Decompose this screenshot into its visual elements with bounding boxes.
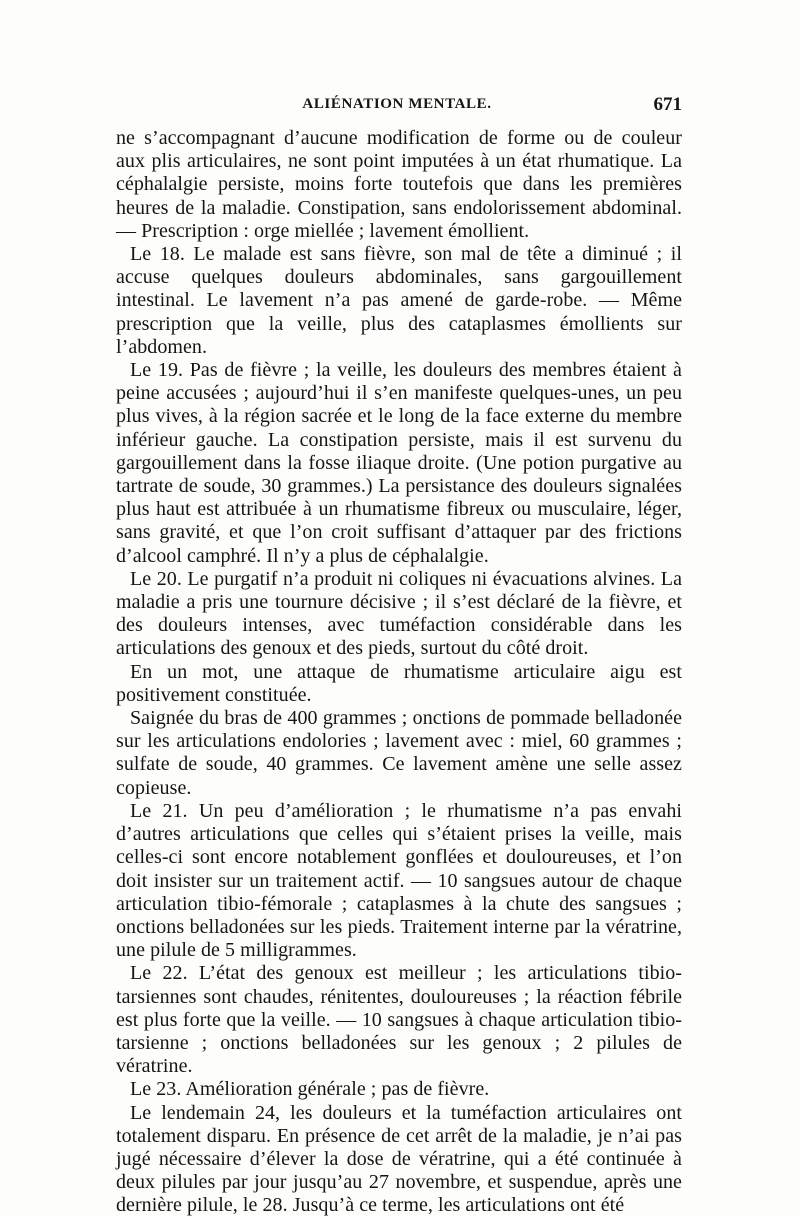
paragraph-day-18: Le 18. Le malade est sans fièvre, son mal de tête a diminué ; il accuse quelques douleurs abdominales, sans gargouillement intestinal. Le lavement n’a pas amené de garde-robe. — Même prescription que la veille, plus des cataplasmes émollients sur l’abdomen. [116,243,682,358]
running-title: ALIÉNATION MENTALE. [302,96,492,112]
paragraph-day-22: Le 22. L’état des genoux est meilleur ; les articulations tibio-tarsiennes sont chaudes, rénitentes, douloureuses ; la réaction fébrile est plus forte que la veille. — 10 sangsues à chaque articulation tibio-tarsienne ; onctions belladonées sur les genoux ; 2 pilules de vératrine. [116,962,682,1078]
running-head [112,96,682,122]
paragraph-day-24: Le lendemain 24, les douleurs et la tuméfaction articulaires ont totalement disparu. En présence de cet arrêt de la maladie, je n’ai pas jugé nécessaire d’élever la dose de vératrine, qui a été continuée à deux pilules par jour jusqu’au 27 novembre, et suspendue, après une dernière pilule, le 28. Jusqu’à ce terme, les articulations ont été [116,1101,682,1217]
body-text [116,127,682,1218]
page-number: 671 [653,94,682,115]
paragraph-day-19: Le 19. Pas de fièvre ; la veille, les douleurs des membres étaient à peine accusées ; aujourd’hui il s’en manifeste quelques-unes, un peu plus vives, à la région sacrée et le long de la face externe du membre inférieur gauche. La constipation persiste, mais il est survenu du gargouillement dans la fosse iliaque droite. (Une potion purgative au tartrate de soude, 30 grammes.) La persistance des douleurs signalées plus haut est attribuée à un rhumatisme fibreux ou musculaire, léger, sans gravité, et que l’on croit suffisant d’attaquer par des frictions d’alcool camphré. Il n’y a plus de céphalalgie. [116,359,682,567]
paragraph-continuation: ne s’accompagnant d’aucune modification de forme ou de couleur aux plis articulaires, ne sont point imputées à un état rhumatique. La céphalalgie persiste, moins forte toutefois que dans les premières heures de la maladie. Constipation, sans endolorissement abdominal. — Prescription : orge miellée ; lavement émollient. [116,127,682,242]
paragraph-day-21: Le 21. Un peu d’amélioration ; le rhumatisme n’a pas envahi d’autres articulations que celles qui s’étaient prises la veille, mais celles-ci sont encore notablement gonflées et douloureuses, et l’on doit insister sur un traitement actif. — 10 sangsues autour de chaque articulation tibio-fémorale ; cataplasmes à la chute des sangsues ; onctions belladonées sur les pieds. Traitement interne par la vératrine, une pilule de 5 milligrammes. [116,799,682,962]
paragraph-day-23: Le 23. Amélioration générale ; pas de fièvre. [130,1078,490,1101]
paragraph-diagnosis: En un mot, une attaque de rhumatisme articulaire aigu est positivement constituée. [116,660,682,706]
paragraph-day-20: Le 20. Le purgatif n’a produit ni coliques ni évacuations alvines. La maladie a pris une tournure décisive ; il s’est déclaré de la fièvre, et des douleurs intenses, avec tuméfaction considérable dans les articulations des genoux et des pieds, surtout du côté droit. [116,567,682,660]
paragraph-treatment: Saignée du bras de 400 grammes ; onctions de pommade belladonée sur les articulations endolories ; lavement avec : miel, 60 grammes ; sulfate de soude, 40 grammes. Ce lavement amène une selle assez copieuse. [116,707,682,799]
